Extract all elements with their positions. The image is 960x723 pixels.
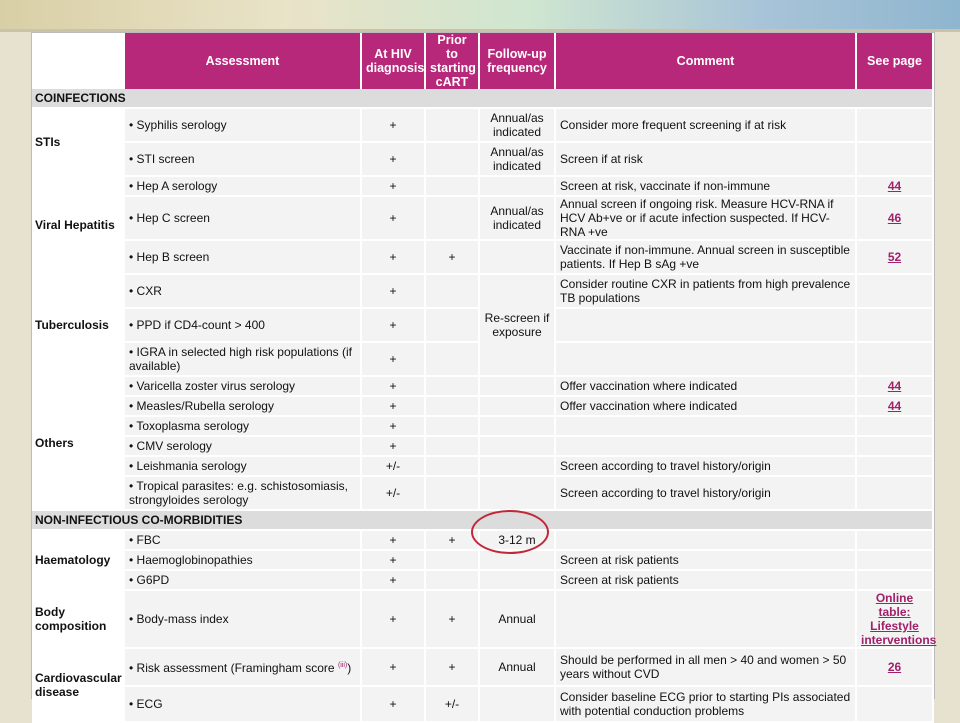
table-row <box>32 177 934 197</box>
table-row <box>32 457 934 477</box>
table-row <box>32 591 934 649</box>
cell-assessment: • Hep B screen <box>125 241 362 275</box>
table-row <box>32 477 934 511</box>
table-row <box>32 143 934 177</box>
cell-followup: Annual <box>480 649 556 687</box>
cell-prior <box>426 417 480 437</box>
cell-at-hiv: + <box>362 437 426 457</box>
header-prior: Prior to starting cART <box>426 33 480 89</box>
cell-assessment: • FBC <box>125 531 362 551</box>
cell-at-hiv: + <box>362 309 426 343</box>
cell-assessment: • ECG <box>125 687 362 723</box>
cell-followup <box>480 571 556 591</box>
cell-followup <box>480 687 556 723</box>
cell-assessment: • Haemoglobinopathies <box>125 551 362 571</box>
table-row <box>32 397 934 417</box>
cell-page <box>857 551 934 571</box>
cell-assessment: • Tropical parasites: e.g. schistosomiasis, strongyloides serology <box>125 477 362 511</box>
cell-assessment: • Syphilis serology <box>125 109 362 143</box>
cell-comment <box>556 309 857 343</box>
cell-assessment: • Toxoplasma serology <box>125 417 362 437</box>
table-row <box>32 571 934 591</box>
cell-page <box>857 649 934 687</box>
cell-prior: + <box>426 531 480 551</box>
cell-page <box>857 177 934 197</box>
cell-at-hiv: + <box>362 531 426 551</box>
cell-prior: + <box>426 591 480 649</box>
cell-comment: Screen according to travel history/origin <box>556 457 857 477</box>
cell-assessment: • IGRA in selected high risk populations (if available) <box>125 343 362 377</box>
cell-comment: Annual screen if ongoing risk. Measure HCV-RNA if HCV Ab+ve or if acute infection suspected. If HCV-RNA +ve <box>556 197 857 241</box>
category-haematology: Haematology <box>32 531 125 591</box>
cell-comment: Offer vaccination where indicated <box>556 397 857 417</box>
cell-comment: Screen at risk patients <box>556 571 857 591</box>
cell-followup: Annual/as indicated <box>480 109 556 143</box>
header-assessment: Assessment <box>125 33 362 89</box>
cell-followup <box>480 397 556 417</box>
cell-prior <box>426 309 480 343</box>
cell-prior <box>426 437 480 457</box>
category-body-composition: Body composition <box>32 591 125 649</box>
cell-at-hiv: + <box>362 417 426 437</box>
cell-comment: Consider more frequent screening if at risk <box>556 109 857 143</box>
cell-assessment: • Hep C screen <box>125 197 362 241</box>
cell-comment: Vaccinate if non-immune. Annual screen in susceptible patients. If Hep B sAg +ve <box>556 241 857 275</box>
header-row <box>32 33 934 89</box>
online-table-link[interactable]: Online table: Lifestyle interventions <box>861 591 937 647</box>
page-link[interactable]: 52 <box>887 250 902 264</box>
cell-followup <box>480 437 556 457</box>
cell-at-hiv: + <box>362 343 426 377</box>
table-row <box>32 109 934 143</box>
cell-followup: Annual/as indicated <box>480 143 556 177</box>
cell-page <box>857 397 934 417</box>
cell-prior <box>426 109 480 143</box>
cell-prior <box>426 397 480 417</box>
table-row <box>32 241 934 275</box>
table-row <box>32 275 934 309</box>
cell-page <box>857 437 934 457</box>
cell-comment: Screen at risk, vaccinate if non-immune <box>556 177 857 197</box>
cell-at-hiv: +/- <box>362 457 426 477</box>
cell-assessment: • STI screen <box>125 143 362 177</box>
cell-prior <box>426 197 480 241</box>
category-others: Others <box>32 377 125 511</box>
cell-assessment: • Measles/Rubella serology <box>125 397 362 417</box>
cell-at-hiv: + <box>362 197 426 241</box>
category-stis: STIs <box>32 109 125 177</box>
cell-page <box>857 275 934 309</box>
cell-page <box>857 377 934 397</box>
cell-assessment: • Hep A serology <box>125 177 362 197</box>
right-margin <box>934 32 960 697</box>
cell-followup <box>480 457 556 477</box>
category-viral-hepatitis: Viral Hepatitis <box>32 177 125 275</box>
cell-at-hiv: + <box>362 241 426 275</box>
cell-comment <box>556 417 857 437</box>
cell-at-hiv: + <box>362 109 426 143</box>
cell-prior: +/- <box>426 687 480 723</box>
cell-comment: Should be performed in all men > 40 and women > 50 years without CVD <box>556 649 857 687</box>
cell-at-hiv: + <box>362 275 426 309</box>
cell-page <box>857 343 934 377</box>
cell-assessment <box>125 649 362 687</box>
page-link[interactable]: 44 <box>887 379 902 393</box>
cell-at-hiv: + <box>362 649 426 687</box>
cell-prior: + <box>426 241 480 275</box>
header-followup: Follow-up frequency <box>480 33 556 89</box>
cell-page <box>857 197 934 241</box>
cell-at-hiv: + <box>362 551 426 571</box>
cell-comment: Offer vaccination where indicated <box>556 377 857 397</box>
cell-assessment: • Varicella zoster virus serology <box>125 377 362 397</box>
cell-page <box>857 457 934 477</box>
cell-at-hiv: + <box>362 687 426 723</box>
cell-at-hiv: + <box>362 377 426 397</box>
cell-page <box>857 241 934 275</box>
cell-page <box>857 309 934 343</box>
cell-at-hiv: + <box>362 177 426 197</box>
cell-assessment: • G6PD <box>125 571 362 591</box>
cell-assessment: • CXR <box>125 275 362 309</box>
header-blank <box>32 33 125 89</box>
cell-comment: Screen according to travel history/origin <box>556 477 857 511</box>
page-link[interactable]: 26 <box>887 660 902 674</box>
table-row <box>32 687 934 723</box>
cell-page <box>857 571 934 591</box>
cell-prior <box>426 377 480 397</box>
cell-followup <box>480 417 556 437</box>
cell-prior <box>426 477 480 511</box>
table-row <box>32 649 934 687</box>
footnote-ref[interactable]: (iii) <box>337 662 348 669</box>
category-tuberculosis: Tuberculosis <box>32 275 125 377</box>
cell-followup <box>480 177 556 197</box>
cell-assessment: • PPD if CD4-count > 400 <box>125 309 362 343</box>
highlight-circle <box>471 510 549 554</box>
cell-comment: Consider baseline ECG prior to starting PIs associated with potential conduction problems <box>556 687 857 723</box>
cell-comment <box>556 591 857 649</box>
cell-comment: Consider routine CXR in patients from high prevalence TB populations <box>556 275 857 309</box>
cell-page <box>857 687 934 723</box>
cell-page <box>857 531 934 551</box>
cell-at-hiv: + <box>362 397 426 417</box>
page-link[interactable]: 46 <box>887 211 902 225</box>
cell-prior <box>426 343 480 377</box>
section-noninfectious: NON-INFECTIOUS CO-MORBIDITIES <box>32 511 934 531</box>
cell-prior <box>426 177 480 197</box>
cell-followup <box>480 377 556 397</box>
header-comment: Comment <box>556 33 857 89</box>
assessment-text-end: ) <box>347 661 352 675</box>
category-cardiovascular: Cardiovascular disease <box>32 649 125 723</box>
cell-followup: 3-12 m <box>480 531 556 551</box>
cell-page <box>857 417 934 437</box>
cell-assessment: • Leishmania serology <box>125 457 362 477</box>
cell-page <box>857 109 934 143</box>
page-link[interactable]: 44 <box>887 179 902 193</box>
table-row <box>32 551 934 571</box>
cell-at-hiv: +/- <box>362 477 426 511</box>
cell-at-hiv: + <box>362 591 426 649</box>
cell-followup <box>480 241 556 275</box>
page-link[interactable]: 44 <box>887 399 902 413</box>
cell-prior <box>426 143 480 177</box>
cell-page <box>857 477 934 511</box>
cell-comment <box>556 531 857 551</box>
table-row <box>32 437 934 457</box>
top-banner <box>0 0 960 32</box>
table-row <box>32 377 934 397</box>
section-coinfections: COINFECTIONS <box>32 89 934 109</box>
cell-prior: + <box>426 649 480 687</box>
table-row <box>32 197 934 241</box>
cell-prior <box>426 457 480 477</box>
table-sheet <box>31 32 937 718</box>
cell-followup: Annual/as indicated <box>480 197 556 241</box>
cell-comment <box>556 437 857 457</box>
cell-assessment: • Body-mass index <box>125 591 362 649</box>
cell-comment: Screen at risk patients <box>556 551 857 571</box>
header-see-page: See page <box>857 33 934 89</box>
cell-prior <box>426 571 480 591</box>
cell-followup: Annual <box>480 591 556 649</box>
cell-prior <box>426 275 480 309</box>
cell-prior <box>426 551 480 571</box>
cell-comment <box>556 343 857 377</box>
cell-at-hiv: + <box>362 143 426 177</box>
cell-followup: Re-screen if exposure <box>480 275 556 377</box>
cell-followup <box>480 551 556 571</box>
cell-page <box>857 591 937 649</box>
table-row <box>32 417 934 437</box>
cell-page <box>857 143 934 177</box>
cell-at-hiv: + <box>362 571 426 591</box>
cell-comment: Screen if at risk <box>556 143 857 177</box>
assessment-table <box>32 33 937 723</box>
assessment-text: Risk assessment (Framingham score <box>136 661 338 675</box>
header-at-hiv: At HIV diagnosis <box>362 33 426 89</box>
cell-assessment: • CMV serology <box>125 437 362 457</box>
cell-followup <box>480 477 556 511</box>
